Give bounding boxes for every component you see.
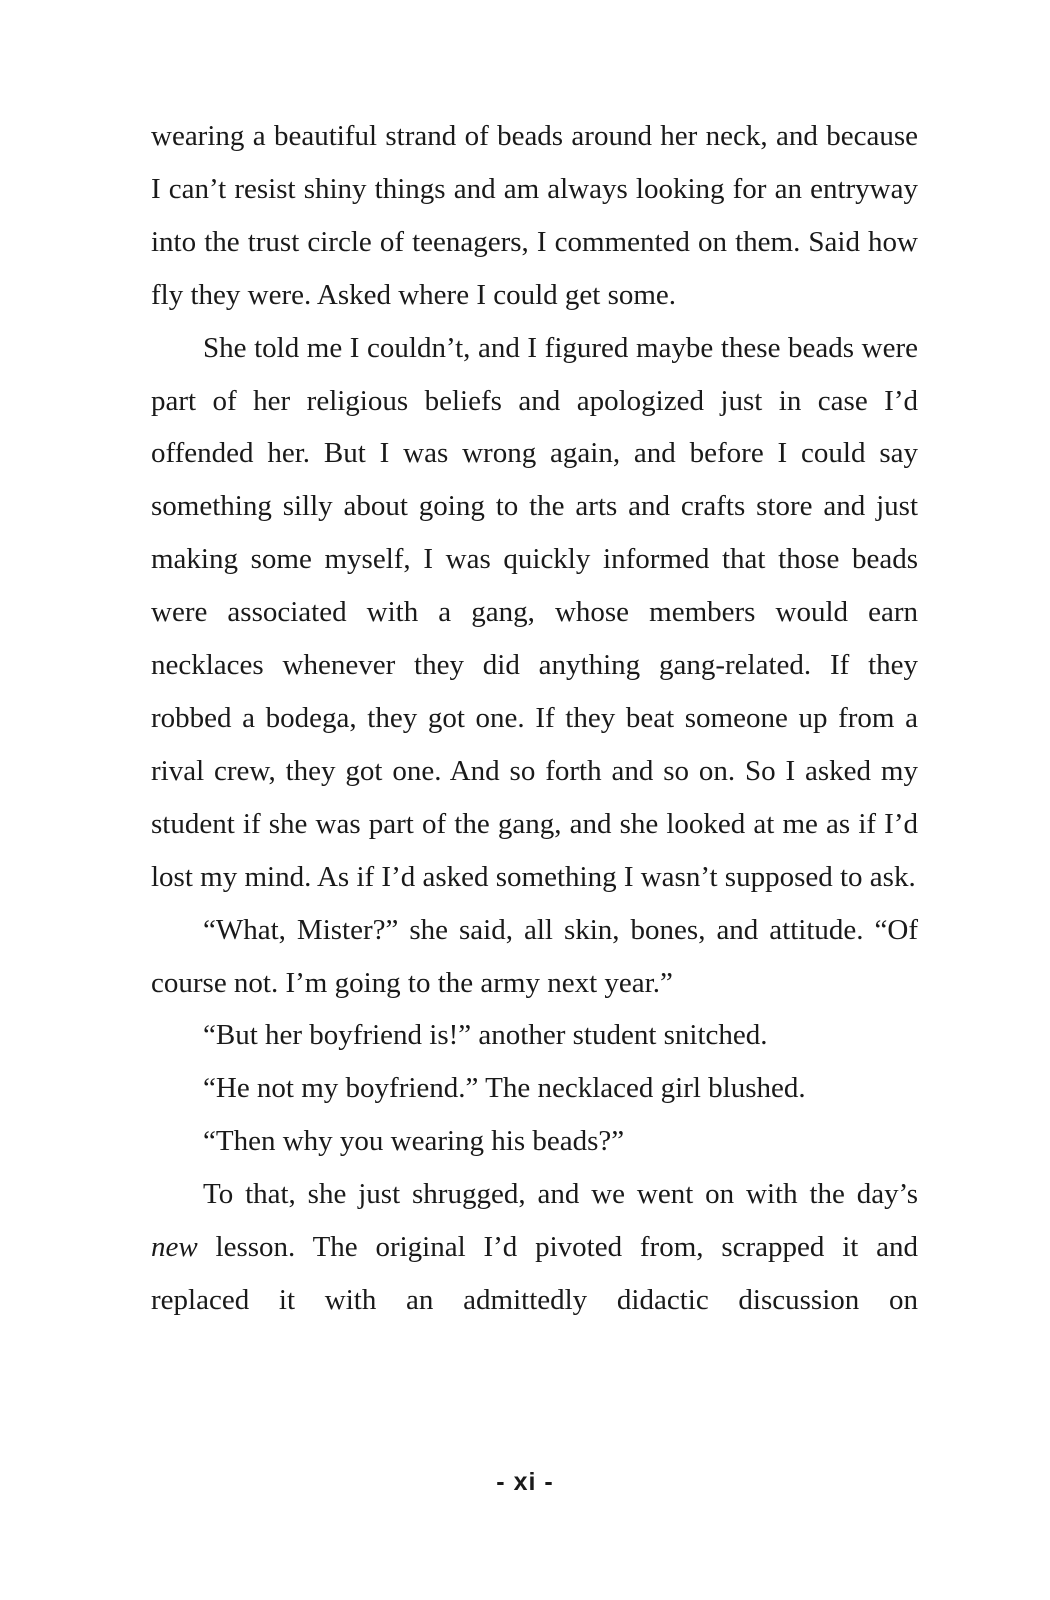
paragraph (151, 110, 918, 322)
paragraph-text: She told me I couldn’t, and I figured maybe these beads were part of her religious beliefs and apologized just in case I’d offended her. But I was wrong again, and before I could say something silly about going to the arts and crafts store and just making some myself, I was quickly informed that those beads were associated with a gang, whose members would earn necklaces whenever they did anything gang-related. If they robbed a bodega, they got one. If they beat someone up from a rival crew, they got one. And so forth and so on. So I asked my student if she was part of the gang, and she looked at me as if I’d lost my mind. As if I’d asked something I wasn’t supposed to ask. (151, 331, 918, 893)
paragraph (151, 1062, 918, 1115)
page-number: - xi - (496, 1468, 554, 1496)
paragraph-text: “He not my boyfriend.” The necklaced girl blushed. (203, 1072, 806, 1105)
paragraph-text: “But her boyfriend is!” another student snitched. (203, 1019, 768, 1052)
body-text (151, 110, 918, 1327)
paragraph (151, 322, 918, 904)
paragraph (151, 1168, 918, 1327)
paragraph-text: To that, she just shrugged, and we went on with the day’s (203, 1178, 918, 1211)
paragraph-text: “What, Mister?” she said, all skin, bones, and attitude. “Of course not. I’m going to the army next year.” (151, 913, 918, 999)
paragraph (151, 1115, 918, 1168)
paragraph-text: lesson. The original I’d pivoted from, scrapped it and replaced it with an admittedly didactic discussion on (151, 1231, 918, 1316)
paragraph-text: “Then why you wearing his beads?” (203, 1125, 625, 1158)
paragraph-text: wearing a beautiful strand of beads around her neck, and because I can’t resist shiny things and am always looking for an entryway into the trust circle of teenagers, I commented on them. Said how fly they were. Asked where I could get some. (151, 120, 918, 311)
paragraph (151, 1009, 918, 1062)
paragraph (151, 904, 918, 1010)
emphasis-text: new (151, 1231, 198, 1264)
